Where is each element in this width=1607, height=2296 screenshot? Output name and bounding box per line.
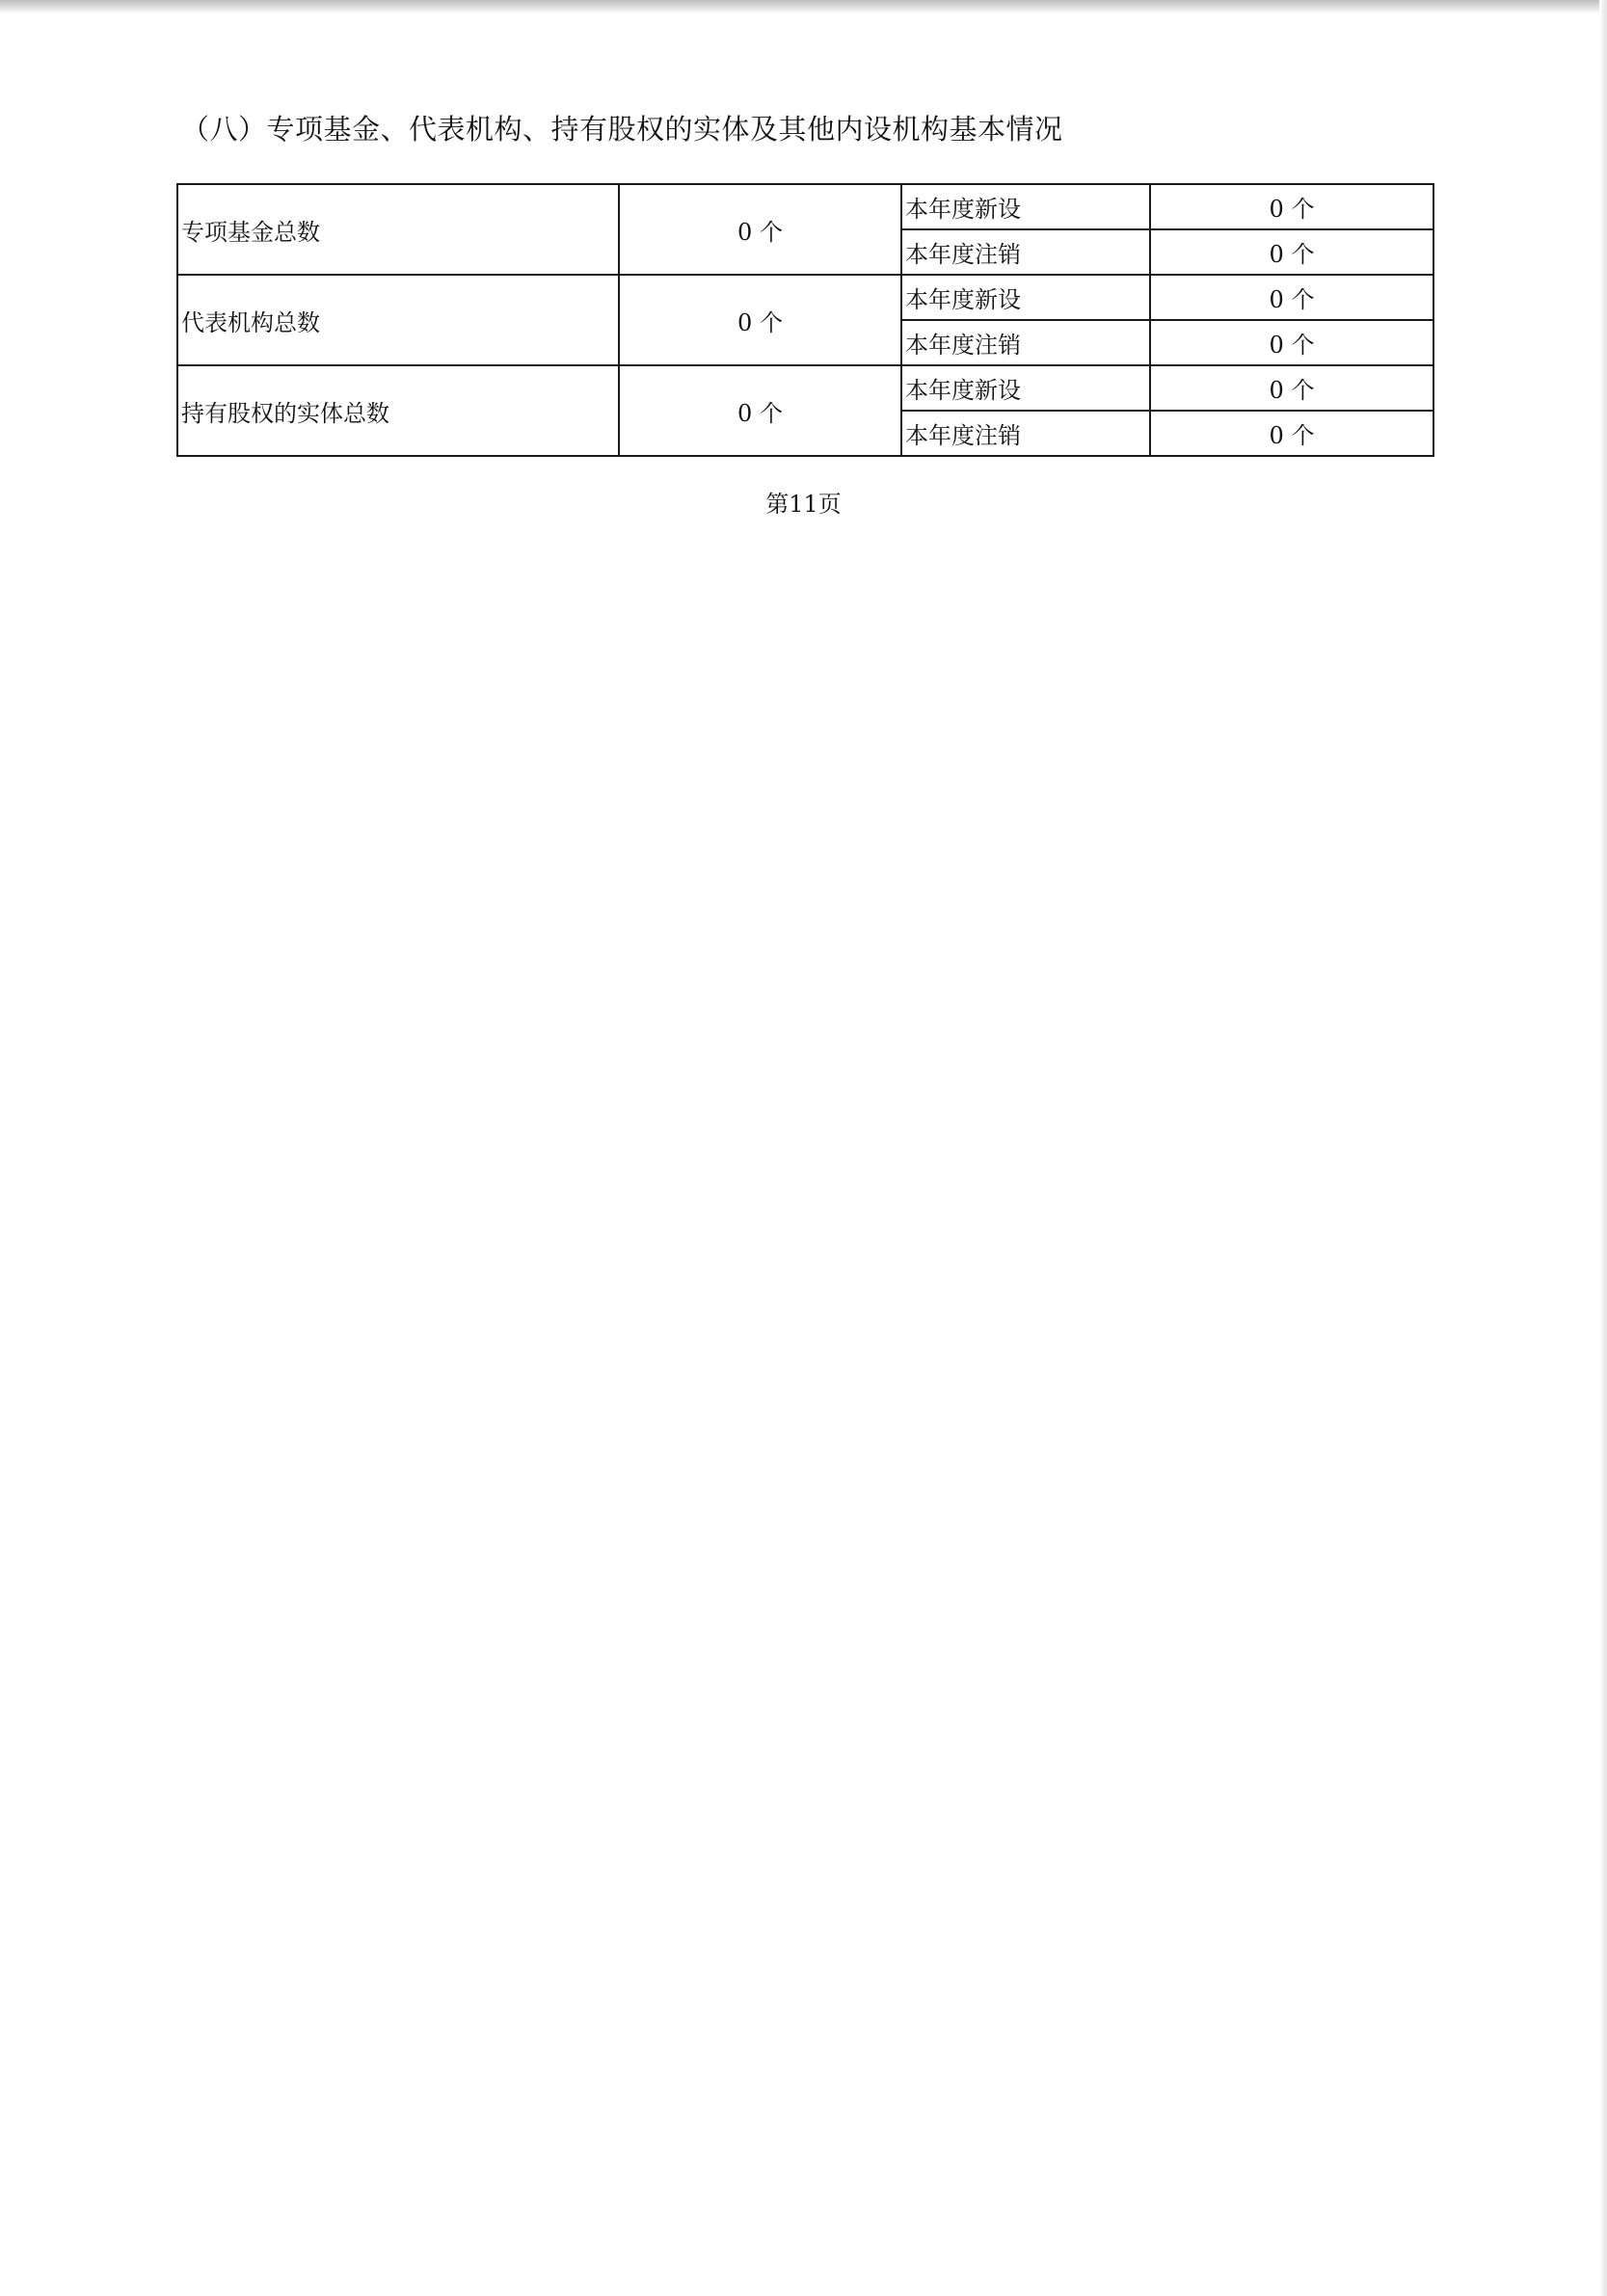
- page-number: 第11页: [765, 491, 842, 518]
- cancel-label: 本年度注销: [901, 320, 1150, 365]
- row-label-special-fund: 专项基金总数: [177, 184, 619, 275]
- row-total-representative-office: 0 个: [619, 275, 901, 365]
- scan-right-edge: [1599, 0, 1607, 2296]
- cancel-value: 0 个: [1150, 229, 1433, 275]
- cancel-value: 0 个: [1150, 320, 1433, 365]
- new-value: 0 个: [1150, 365, 1433, 411]
- new-label: 本年度新设: [901, 184, 1150, 229]
- cancel-label: 本年度注销: [901, 229, 1150, 275]
- table-row-equity-entity: [177, 365, 1433, 411]
- new-label: 本年度新设: [901, 275, 1150, 320]
- cancel-label: 本年度注销: [901, 411, 1150, 456]
- table-row-representative-office: [177, 275, 1433, 320]
- row-label-equity-entity: 持有股权的实体总数: [177, 365, 619, 456]
- row-total-special-fund: 0 个: [619, 184, 901, 275]
- row-total-equity-entity: 0 个: [619, 365, 901, 456]
- scan-top-edge: [0, 0, 1607, 13]
- institution-summary-table: [176, 183, 1434, 457]
- new-value: 0 个: [1150, 184, 1433, 229]
- section-title: （八）专项基金、代表机构、持有股权的实体及其他内设机构基本情况: [181, 113, 1063, 146]
- table-row-special-fund: [177, 184, 1433, 229]
- new-value: 0 个: [1150, 275, 1433, 320]
- row-label-representative-office: 代表机构总数: [177, 275, 619, 365]
- cancel-value: 0 个: [1150, 411, 1433, 456]
- new-label: 本年度新设: [901, 365, 1150, 411]
